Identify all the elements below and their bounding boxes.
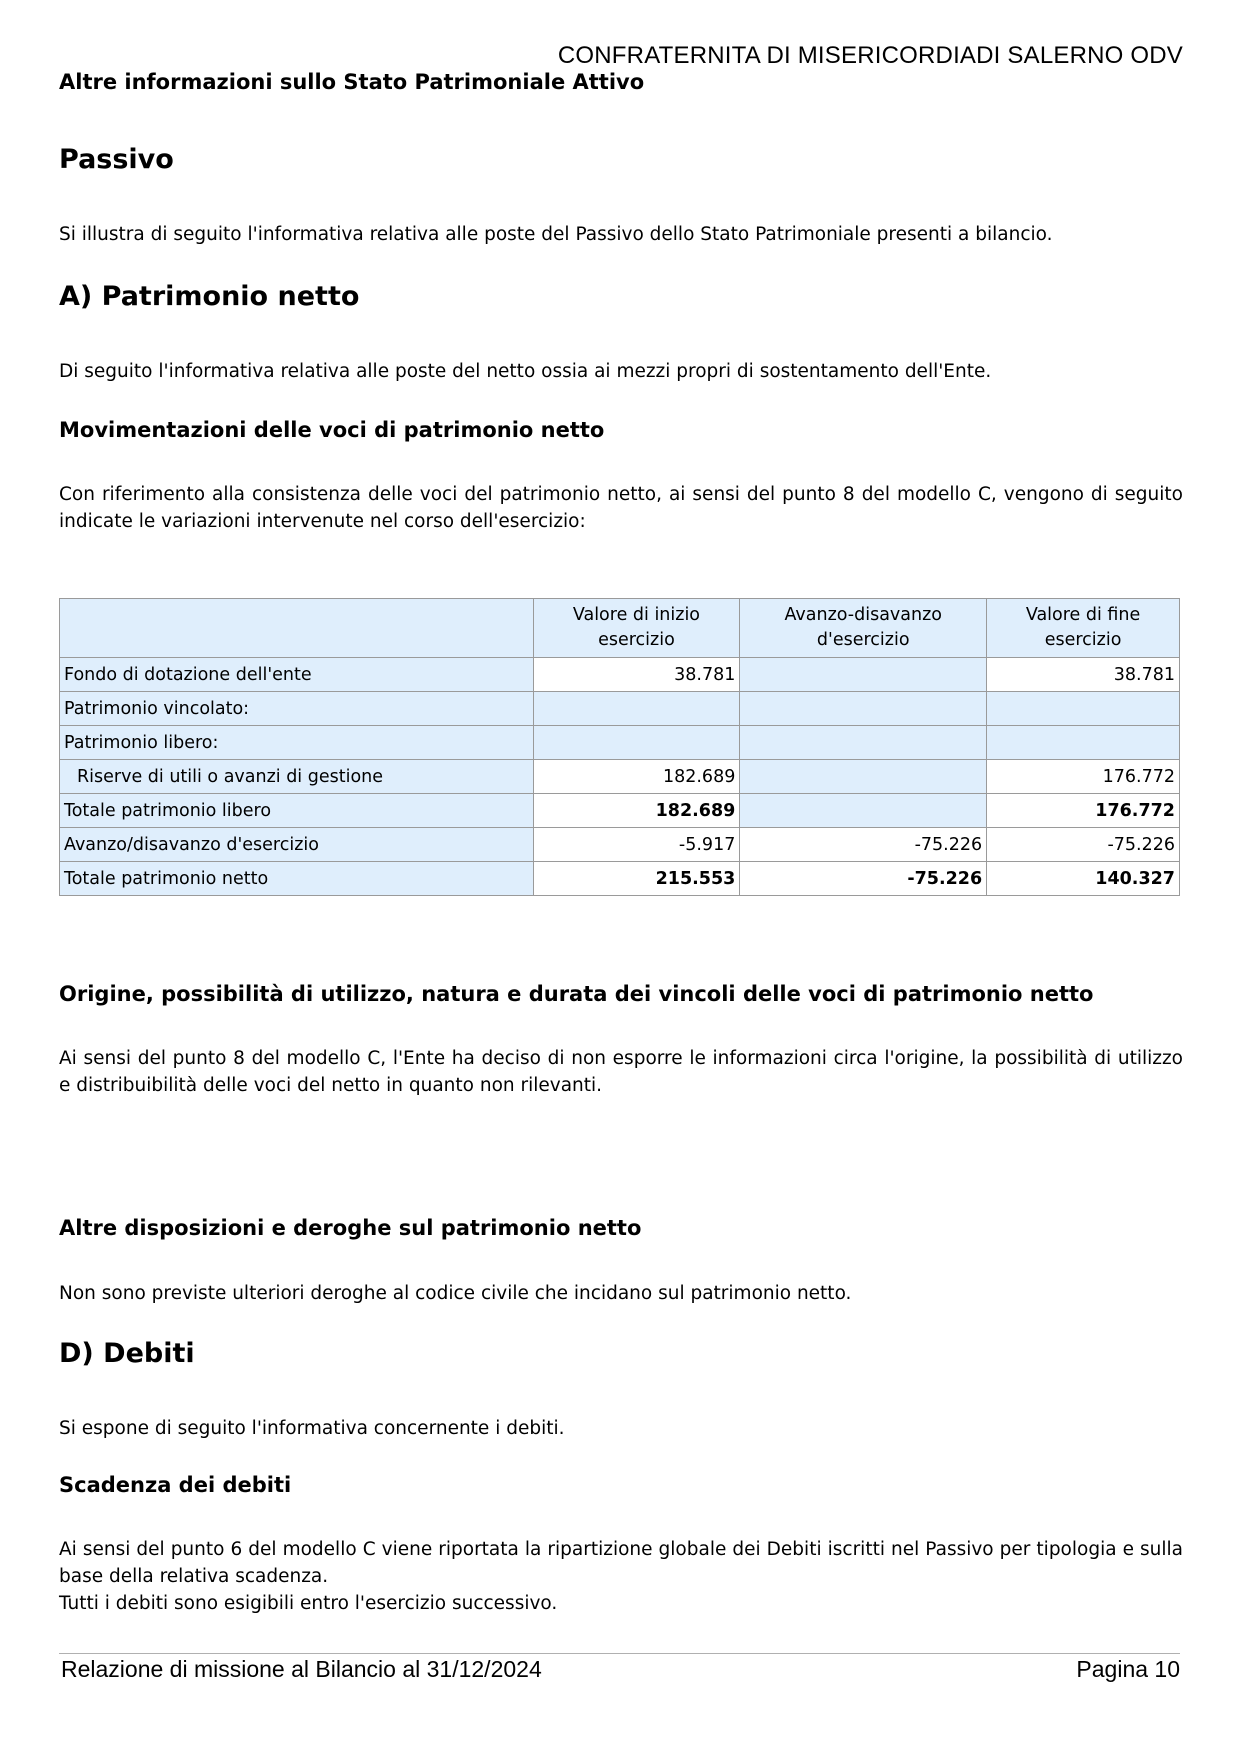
scadenza-paragraph-2: Tutti i debiti sono esigibili entro l'esercizio successivo. [59, 1593, 558, 1614]
value-inizio: 38.781 [533, 658, 740, 692]
section-title-scadenza: Scadenza dei debiti [59, 1473, 292, 1497]
value-inizio: 182.689 [533, 794, 740, 828]
passivo-paragraph: Si illustra di seguito l'informativa relativa alle poste del Passivo dello Stato Patrimoniale presenti a bilancio. [59, 224, 1053, 245]
section-title-origine: Origine, possibilità di utilizzo, natura e durata dei vincoli delle voci di patrimonio netto [59, 982, 1094, 1006]
value-fine: 176.772 [987, 794, 1180, 828]
table-row [60, 760, 1180, 794]
section-title-deroghe: Altre disposizioni e deroghe sul patrimonio netto [59, 1216, 642, 1240]
row-label: Totale patrimonio libero [60, 794, 534, 828]
value-avanzo: -75.226 [740, 862, 987, 896]
page-number: Pagina 10 [1076, 1656, 1180, 1682]
table-row [60, 828, 1180, 862]
table-row [60, 862, 1180, 896]
value-avanzo [740, 760, 987, 794]
value-fine: 38.781 [987, 658, 1180, 692]
value-fine [987, 726, 1180, 760]
row-label: Avanzo/disavanzo d'esercizio [60, 828, 534, 862]
table-row [60, 794, 1180, 828]
value-avanzo [740, 658, 987, 692]
value-avanzo [740, 794, 987, 828]
section-title-altre-informazioni: Altre informazioni sullo Stato Patrimoniale Attivo [59, 70, 645, 94]
row-label: Patrimonio libero: [60, 726, 534, 760]
table-header-cell [60, 599, 534, 658]
value-avanzo [740, 692, 987, 726]
table-row [60, 726, 1180, 760]
section-title-passivo: Passivo [59, 144, 174, 175]
value-fine [987, 692, 1180, 726]
table-header-row [60, 599, 1180, 658]
table-header-cell: Valore di fine esercizio [987, 599, 1180, 658]
value-avanzo [740, 726, 987, 760]
value-inizio: 215.553 [533, 862, 740, 896]
document-page [59, 0, 1183, 1755]
footer-divider [59, 1653, 1180, 1654]
row-label: Patrimonio vincolato: [60, 692, 534, 726]
value-inizio [533, 692, 740, 726]
row-label: Riserve di utili o avanzi di gestione [60, 760, 534, 794]
table-row [60, 658, 1180, 692]
footer-title: Relazione di missione al Bilancio al 31/12/2024 [61, 1656, 542, 1682]
value-inizio [533, 726, 740, 760]
scadenza-paragraph: Ai sensi del punto 6 del modello C viene riportata la ripartizione globale dei Debiti iscritti nel Passivo per tipologia e sulla base della relativa scadenza. [59, 1539, 1183, 1587]
value-fine: -75.226 [987, 828, 1180, 862]
table-row [60, 692, 1180, 726]
table-header-cell: Avanzo-disavanzo d'esercizio [740, 599, 987, 658]
row-label: Totale patrimonio netto [60, 862, 534, 896]
value-fine: 140.327 [987, 862, 1180, 896]
value-inizio: -5.917 [533, 828, 740, 862]
organization-header: CONFRATERNITA DI MISERICORDIADI SALERNO ODV [557, 42, 1183, 69]
value-avanzo: -75.226 [740, 828, 987, 862]
movimentazioni-paragraph: Con riferimento alla consistenza delle voci del patrimonio netto, ai sensi del punto 8 del modello C, vengono di seguito indicate le variazioni intervenute nel corso dell'esercizio: [59, 484, 1183, 532]
deroghe-paragraph: Non sono previste ulteriori deroghe al codice civile che incidano sul patrimonio netto. [59, 1283, 852, 1304]
origine-paragraph: Ai sensi del punto 8 del modello C, l'Ente ha deciso di non esporre le informazioni circa l'origine, la possibilità di utilizzo e distribuibilità delle voci del netto in quanto non rilevanti. [59, 1048, 1183, 1096]
value-fine: 176.772 [987, 760, 1180, 794]
section-title-patrimonio-netto: A) Patrimonio netto [59, 281, 360, 312]
patrimonio-netto-table [59, 598, 1180, 896]
row-label: Fondo di dotazione dell'ente [60, 658, 534, 692]
section-title-debiti: D) Debiti [59, 1338, 195, 1369]
section-title-movimentazioni: Movimentazioni delle voci di patrimonio netto [59, 418, 605, 442]
patrimonio-paragraph: Di seguito l'informativa relativa alle poste del netto ossia ai mezzi propri di sostentamento dell'Ente. [59, 361, 992, 382]
table-header-cell: Valore di inizio esercizio [533, 599, 740, 658]
value-inizio: 182.689 [533, 760, 740, 794]
debiti-paragraph: Si espone di seguito l'informativa concernente i debiti. [59, 1418, 565, 1439]
